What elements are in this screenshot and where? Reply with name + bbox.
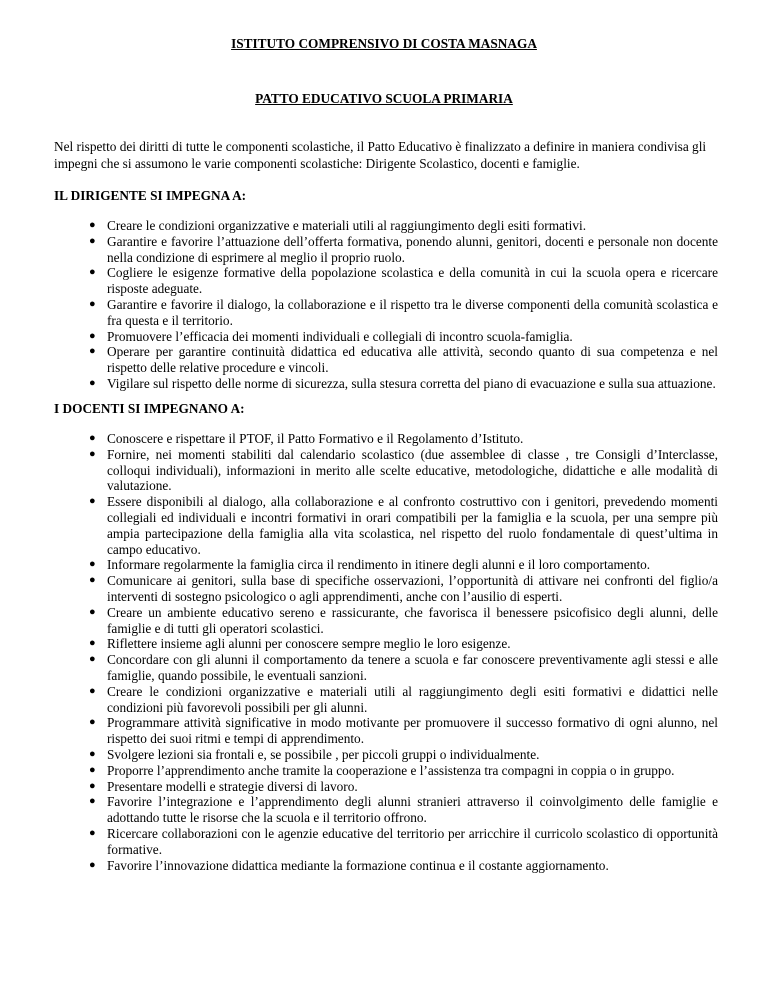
bullet-icon: ● [89, 558, 96, 571]
list-item [89, 778, 718, 795]
bullet-icon: ● [89, 234, 96, 247]
list-item [89, 233, 718, 266]
list-item [89, 296, 718, 329]
list-item [89, 636, 718, 652]
list-item-text: Essere disponibili al dialogo, alla collaborazione e al confronto costruttivo con i genitori, prevedendo momenti collegiali ed individuali e incontri formativi in orari compatibili per la famiglia e la scuola, per una sempre più ampia partecipazione della famiglia alla vita scolastica, nel rispetto del ruolo fondamentale di quest’ultima in campo educativo. [107, 494, 718, 557]
list-item-text: Vigilare sul rispetto delle norme di sicurezza, sulla stesura corretta del piano di evacuazione e sulla sua attuazione. [107, 375, 716, 391]
list-item-text: Favorire l’integrazione e l’apprendimento degli alunni stranieri attraverso il coinvolgimento delle famiglie e adottando tutte le risorse che la scuola e il territorio offrono. [107, 794, 718, 826]
docenti-commitments-list [0, 431, 718, 873]
bullet-icon: ● [89, 684, 96, 697]
bullet-icon: ● [89, 376, 96, 389]
list-item-text: Conoscere e rispettare il PTOF, il Patto Formativo e il Regolamento d’Istituto. [107, 431, 524, 446]
list-item [89, 762, 718, 779]
list-item [89, 746, 718, 763]
list-item-text: Svolgere lezioni sia frontali e, se possibile , per piccoli gruppi o individualmente. [107, 746, 540, 762]
document-title: PATTO EDUCATIVO SCUOLA PRIMARIA [255, 91, 513, 106]
list-item [89, 857, 718, 874]
list-item [89, 344, 718, 376]
list-item-text: Promuovere l’efficacia dei momenti individuali e collegiali di incontro scuola-famiglia. [107, 328, 573, 344]
bullet-icon: ● [89, 345, 96, 358]
list-item [89, 265, 718, 297]
list-item-text: Fornire, nei momenti stabiliti dal calendario scolastico (due assemblee di classe , tre Consigli d’Interclasse, colloqui individuali), informazioni in merito alle scelte educative, metodologiche, didattiche e alle modalità di valutazione. [107, 446, 718, 494]
list-item [89, 557, 718, 573]
bullet-icon: ● [89, 266, 96, 279]
list-item-text: Programmare attività significative in modo motivante per promuovere il successo formativo di ogni alunno, nel rispetto dei suoi ritmi e tempi di apprendimento. [107, 715, 718, 747]
bullet-icon: ● [89, 574, 96, 587]
bullet-icon: ● [89, 219, 96, 231]
bullet-icon: ● [89, 716, 96, 729]
list-item-text: Informare regolarmente la famiglia circa il rendimento in itinere degli alunni e il loro comportamento. [107, 557, 651, 573]
dirigente-commitments-list [0, 218, 718, 392]
bullet-icon: ● [89, 747, 96, 760]
list-item-text: Proporre l’apprendimento anche tramite la cooperazione e l’assistenza tra compagni in coppia o in gruppo. [107, 762, 675, 778]
list-item [89, 328, 718, 345]
list-item-text: Riflettere insieme agli alunni per conoscere sempre meglio le loro esigenze. [107, 636, 511, 652]
list-item-text: Comunicare ai genitori, sulla base di specifiche osservazioni, l’opportunità di attivare nei confronti del figlio/a interventi di sostegno psicologico o agli apprendimenti, anche con l’ausilio di esperti. [107, 573, 718, 604]
bullet-icon: ● [89, 779, 96, 792]
list-item [89, 794, 718, 826]
list-item-text: Creare un ambiente educativo sereno e rassicurante, che favorisca il benessere psicofisico degli alunni, delle famiglie e di tutti gli operatori scolastici. [107, 604, 718, 636]
list-item [89, 825, 718, 858]
list-item-text: Ricercare collaborazioni con le agenzie educative del territorio per arricchire il curricolo scolastico di opportunità formative. [107, 825, 718, 857]
list-item [89, 375, 718, 392]
list-item-text: Presentare modelli e strategie diversi di lavoro. [107, 778, 358, 794]
list-item-text: Favorire l’innovazione didattica mediante la formazione continua e il costante aggiornamento. [107, 857, 609, 873]
intro-paragraph: Nel rispetto dei diritti di tutte le componenti scolastiche, il Patto Educativo è finalizzato a definire in maniera condivisa gli impegni che si assumono le varie componenti scolastiche: Dirigente Scolastico, docenti e famiglie. [54, 139, 707, 171]
list-item [89, 683, 718, 716]
bullet-icon: ● [89, 653, 96, 666]
list-item [89, 446, 718, 494]
bullet-icon: ● [89, 858, 96, 871]
list-item-text: Operare per garantire continuità didattica ed educativa alle attività, secondo quanto di sua competenza e nel rispetto delle relative procedure e vincoli. [107, 344, 718, 376]
bullet-icon: ● [89, 432, 96, 444]
bullet-icon: ● [89, 795, 96, 808]
list-item [89, 218, 718, 234]
list-item [89, 494, 718, 557]
bullet-icon: ● [89, 329, 96, 342]
list-item [89, 573, 718, 605]
list-item [89, 715, 718, 747]
list-item-text: Garantire e favorire l’attuazione dell’offerta formativa, ponendo alunni, genitori, docenti e personale non docente nella condizione di esprimere al meglio il proprio ruolo. [107, 233, 718, 265]
list-item-text: Creare le condizioni organizzative e materiali utili al raggiungimento degli esiti formativi e didattici nelle condizioni più favorevoli possibili per gli alunni. [107, 683, 718, 715]
list-item [89, 431, 718, 447]
list-item [89, 604, 718, 637]
list-item-text: Cogliere le esigenze formative della popolazione scolastica e della comunità in cui la scuola opera e ricercare risposte adeguate. [107, 265, 718, 297]
list-item-text: Garantire e favorire il dialogo, la collaborazione e il rispetto tra le diverse componenti della comunità scolastica e fra questa e il territorio. [107, 296, 718, 328]
bullet-icon: ● [89, 495, 96, 508]
bullet-icon: ● [89, 605, 96, 618]
bullet-icon: ● [89, 297, 96, 310]
section-heading-docenti: I DOCENTI SI IMPEGNANO A: [54, 401, 245, 416]
bullet-icon: ● [89, 763, 96, 776]
list-item-text: Creare le condizioni organizzative e materiali utili al raggiungimento degli esiti formativi. [107, 218, 587, 233]
bullet-icon: ● [89, 637, 96, 650]
bullet-icon: ● [89, 826, 96, 839]
list-item [89, 652, 718, 684]
list-item-text: Concordare con gli alunni il comportamento da tenere a scuola e far conoscere preventivamente agli stessi e alle famiglie, quando possibile, le eventuali sanzioni. [107, 652, 718, 683]
section-heading-dirigente: IL DIRIGENTE SI IMPEGNA A: [54, 188, 247, 203]
school-name-heading: ISTITUTO COMPRENSIVO DI COSTA MASNAGA [231, 36, 537, 51]
bullet-icon: ● [89, 447, 96, 460]
